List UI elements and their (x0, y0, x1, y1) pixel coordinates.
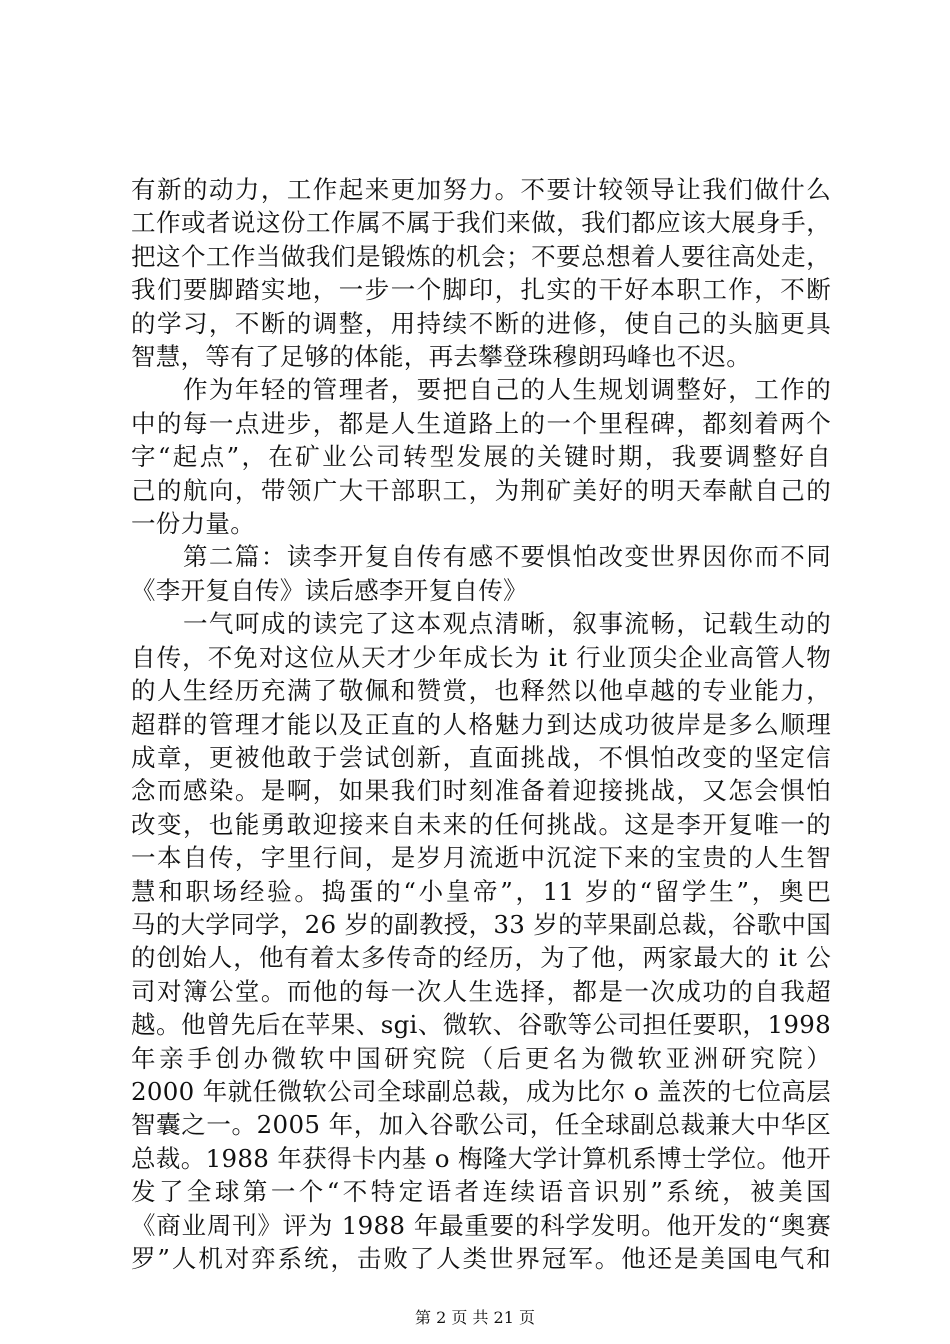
text-line: 《商业周刊》评为 1988 年最重要的科学发明。他开发的“奥赛 (131, 1210, 831, 1240)
text-line: 马的大学同学，26 岁的副教授，33 岁的苹果副总裁，谷歌中国 (131, 909, 831, 939)
text-line: 己的航向，带领广大干部职工，为荆矿美好的明天奉献自己的 (131, 475, 831, 505)
page-footer: 第 2 页 共 21 页 (415, 1308, 535, 1327)
text-line: 司对簿公堂。而他的每一次人生选择，都是一次成功的自我超 (131, 976, 831, 1006)
text-line: 的人生经历充满了敬佩和赞赏，也释然以他卓越的专业能力， (131, 676, 831, 706)
text-line: 一份力量。 (131, 509, 255, 539)
text-line: 发了全球第一个“不特定语者连续语音识别”系统，被美国 (131, 1177, 831, 1207)
text-line: 工作或者说这份工作属不属于我们来做，我们都应该大展身手， (131, 208, 831, 238)
text-line: 一本自传，字里行间，是岁月流逝中沉淀下来的宝贵的人生智 (131, 843, 831, 873)
text-line: 念而感染。是啊，如果我们时刻准备着迎接挑战，又怎会惧怕 (131, 776, 831, 806)
text-line: 字“起点”，在矿业公司转型发展的关键时期，我要调整好自 (131, 442, 831, 472)
text-line: 超群的管理才能以及正直的人格魅力到达成功彼岸是多么顺理 (131, 709, 831, 739)
text-line: 改变，也能勇敢迎接来自未来的任何挑战。这是李开复唯一的 (131, 809, 831, 839)
text-line: 越。他曾先后在苹果、sgi、微软、谷歌等公司担任要职，1998 (131, 1010, 831, 1040)
text-line: 慧和职场经验。捣蛋的“小皇帝”，11 岁的“留学生”，奥巴 (131, 876, 831, 906)
text-line: 自传，不免对这位从天才少年成长为 it 行业顶尖企业高管人物 (131, 642, 831, 672)
text-line: 成章，更被他敢于尝试创新，直面挑战，不惧怕改变的坚定信 (131, 742, 831, 772)
body-text (131, 173, 831, 1275)
text-line: 智囊之一。2005 年，加入谷歌公司，任全球副总裁兼大中华区 (131, 1110, 831, 1140)
text-line: 作为年轻的管理者，要把自己的人生规划调整好，工作的 (131, 375, 831, 405)
text-line: 我们要脚踏实地，一步一个脚印，扎实的干好本职工作，不断 (131, 275, 831, 305)
text-line: 的学习，不断的调整，用持续不断的进修，使自己的头脑更具 (131, 308, 831, 338)
text-line: 《李开复自传》读后感李开复自传》 (131, 575, 528, 605)
text-line: 智慧，等有了足够的体能，再去攀登珠穆朗玛峰也不迟。 (131, 342, 751, 372)
text-line: 2000 年就任微软公司全球副总裁，成为比尔 o 盖茨的七位高层 (131, 1076, 831, 1106)
text-line: 的创始人，他有着太多传奇的经历，为了他，两家最大的 it 公 (131, 943, 831, 973)
text-line: 总裁。1988 年获得卡内基 o 梅隆大学计算机系博士学位。他开 (131, 1143, 831, 1173)
text-line: 中的每一点进步，都是人生道路上的一个里程碑，都刻着两个 (131, 408, 831, 438)
text-line: 年亲手创办微软中国研究院（后更名为微软亚洲研究院） (131, 1043, 831, 1073)
text-line: 一气呵成的读完了这本观点清晰，叙事流畅，记载生动的 (131, 609, 831, 639)
text-line: 第二篇：读李开复自传有感不要惧怕改变世界因你而不同 (131, 542, 831, 572)
text-line: 罗”人机对弈系统，击败了人类世界冠军。他还是美国电气和 (131, 1244, 831, 1273)
text-line: 把这个工作当做我们是锻炼的机会；不要总想着人要往高处走， (131, 241, 831, 271)
text-line: 有新的动力，工作起来更加努力。不要计较领导让我们做什么 (131, 175, 831, 204)
